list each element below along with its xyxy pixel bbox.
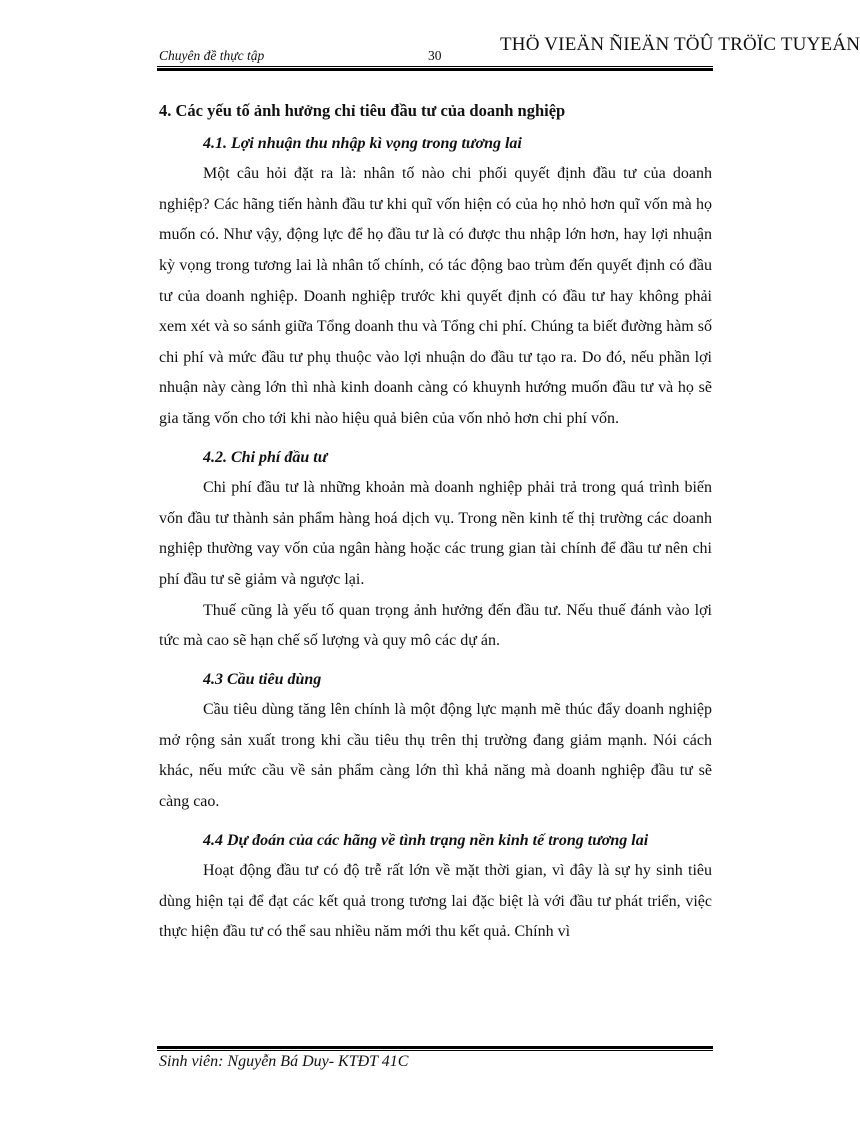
- header-document-type: Chuyên đề thực tập: [159, 48, 265, 63]
- subsection-heading-4-3: 4.3 Cầu tiêu dùng: [203, 670, 322, 688]
- subsection-heading-4-2: 4.2. Chi phí đầu tư: [203, 448, 328, 466]
- paragraph: Hoạt động đầu tư có độ trễ rất lớn về mặt thời gian, vì đây là sự hy sinh tiêu dùng hiện tại để đạt các kết quả trong tương lai đặc biệt là với đầu tư phát triển, việc thực hiện đầu tư có thể sau nhiều năm mới thu kết quả. Chính vì: [159, 862, 712, 941]
- subsection-heading-4-4: 4.4 Dự đoán của các hãng về tình trạng nền kinh tế trong tương lai: [203, 831, 649, 849]
- section-title: 4. Các yếu tố ảnh hưởng chỉ tiêu đầu tư của doanh nghiệp: [159, 101, 566, 120]
- footer-rule-thick: [157, 1046, 713, 1049]
- page-body: [159, 96, 712, 948]
- footer-rule-thin: [157, 1050, 713, 1051]
- header-rule-thick: [157, 68, 713, 71]
- paragraph: Chi phí đầu tư là những khoản mà doanh nghiệp phải trả trong quá trình biến vốn đầu tư thành sản phẩm hàng hoá dịch vụ. Trong nền kinh tế thị trường các doanh nghiệp thường vay vốn của ngân hàng hoặc các trung gian tài chính để đầu tư nên chi phí đầu tư sẽ giảm và ngược lại.: [159, 479, 712, 588]
- header-library-title: THÖ VIEÄN ÑIEÄN TÖÛ TRÖÏC TUYEÁN: [500, 34, 860, 55]
- subsection-heading-4-1: 4.1. Lợi nhuận thu nhập kì vọng trong tương lai: [203, 134, 522, 152]
- footer-student: Sinh viên: Nguyễn Bá Duy- KTĐT 41C: [159, 1053, 409, 1070]
- paragraph: Thuế cũng là yếu tố quan trọng ảnh hưởng đến đầu tư. Nếu thuế đánh vào lợi tức mà cao sẽ hạn chế số lượng và quy mô các dự án.: [159, 601, 712, 650]
- paragraph: Cầu tiêu dùng tăng lên chính là một động lực mạnh mẽ thúc đẩy doanh nghiệp mở rộng sản xuất trong khi cầu tiêu thụ trên thị trường đang giảm mạnh. Nói cách khác, nếu mức cầu về sản phẩm càng lớn thì khả năng mà doanh nghiệp đầu tư sẽ càng cao.: [159, 701, 712, 811]
- paragraph: Một câu hỏi đặt ra là: nhân tố nào chi phối quyết định đầu tư của doanh nghiệp? Các hãng tiến hành đầu tư khi quĩ vốn hiện có của họ nhỏ hơn quĩ vốn mà họ muốn có. Như vậy, động lực để họ đầu tư là có được thu nhập lớn hơn, hay lợi nhuận kỳ vọng trong tương lai là nhân tố chính, có tác động bao trùm đến quyết định có đầu tư của doanh nghiệp. Doanh nghiệp trước khi quyết định có đầu tư hay không phải xem xét và so sánh giữa Tổng doanh thu và Tổng chi phí. Chúng ta biết đường hàm số chi phí và mức đầu tư phụ thuộc vào lợi nhuận do đầu tư tạo ra. Do đó, nếu phần lợi nhuận này càng lớn thì nhà kinh doanh càng có khuynh hướng muốn đầu tư và họ sẽ gia tăng vốn cho tới khi nào hiệu quả biên của vốn nhỏ hơn chi phí vốn.: [159, 165, 712, 427]
- header-rule-thin: [157, 66, 713, 67]
- page-number: 30: [428, 48, 442, 63]
